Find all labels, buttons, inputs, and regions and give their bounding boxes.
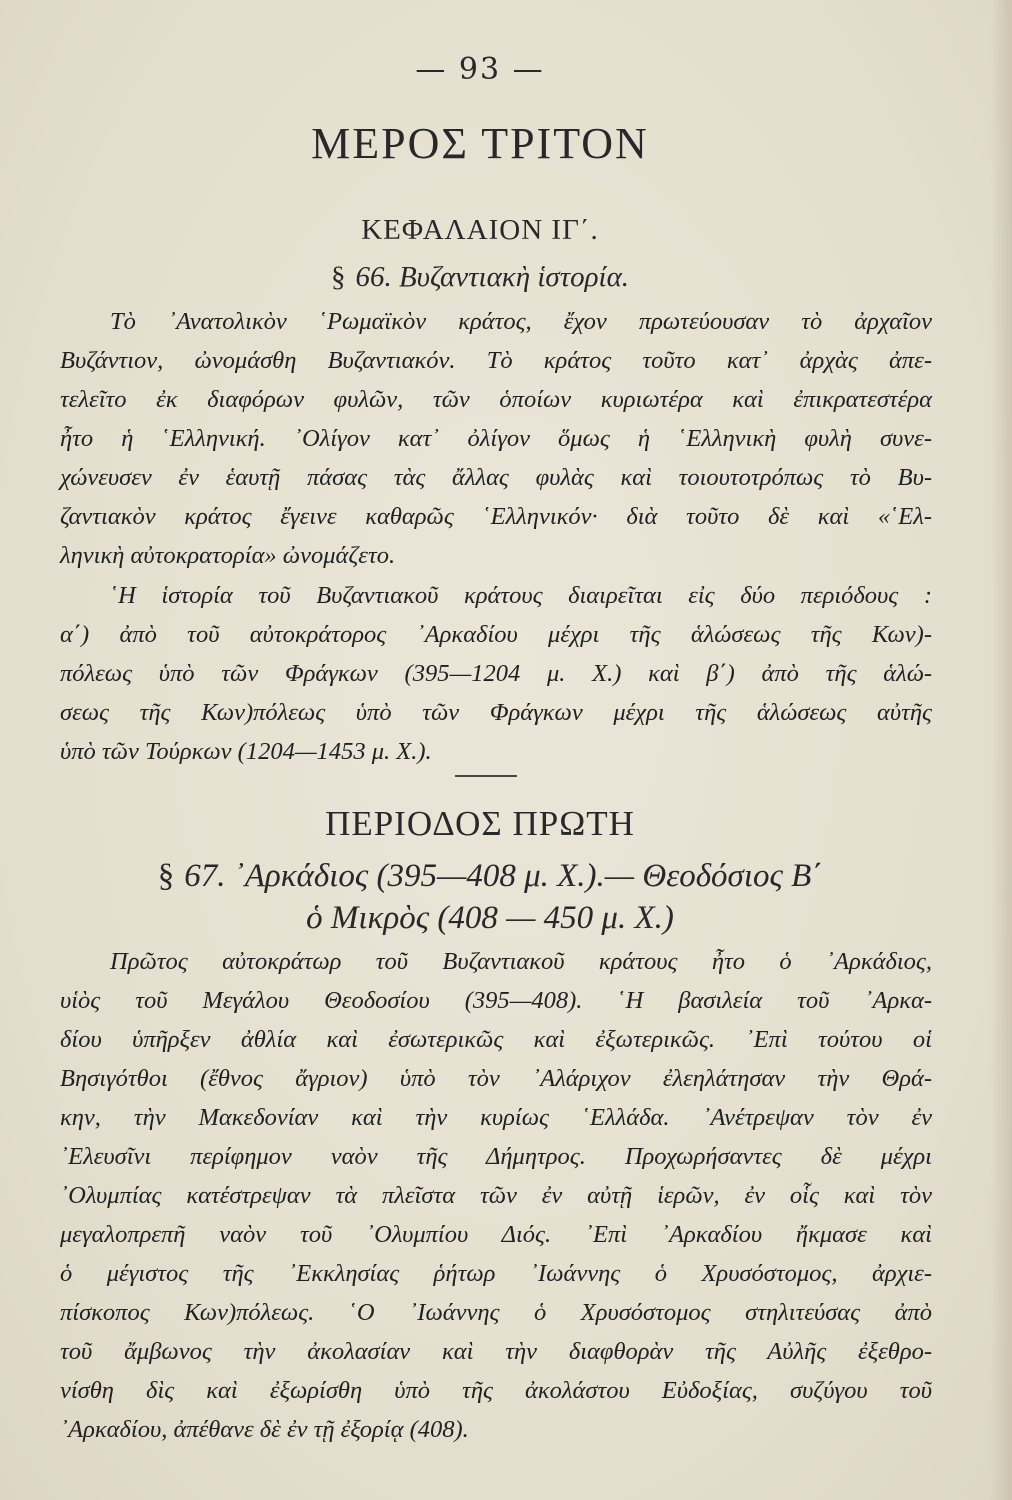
- paragraph-periods: [60, 576, 932, 771]
- text-line: κην, τὴν Μακεδονίαν καὶ τὴν κυρίως ῾Ελλάδα. ᾿Ανέτρεψαν τὸν ἐν: [60, 1104, 932, 1131]
- text-line: ὑπὸ τῶν Τούρκων (1204—1453 μ. Χ.).: [60, 738, 432, 765]
- text-line: τελεῖτο ἐκ διαφόρων φυλῶν, τῶν ὁποίων κυριωτέρα καὶ ἐπικρατεστέρα: [60, 386, 932, 413]
- text-line: υἱὸς τοῦ Μεγάλου Θεοδοσίου (395—408). ῾Η βασιλεία τοῦ ᾿Αρκα-: [60, 987, 932, 1014]
- section-66-heading: [0, 261, 960, 294]
- text-line: νίσθη δὶς καὶ ἐξωρίσθη ὑπὸ τῆς ἀκολάστου Εὐδοξίας, συζύγου τοῦ: [60, 1377, 932, 1404]
- text-line: ὁ μέγιστος τῆς ᾿Εκκλησίας ῥήτωρ ᾿Ιωάννης ὁ Χρυσόστομος, ἀρχιε-: [60, 1260, 932, 1287]
- text-line: μεγαλοπρεπῆ ναὸν τοῦ ᾿Ολυμπίου Διός. ᾿Επὶ ᾿Αρκαδίου ἤκμασε καὶ: [60, 1221, 932, 1248]
- text-line: α΄) ἀπὸ τοῦ αὐτοκράτορος ᾿Αρκαδίου μέχρι τῆς ἁλώσεως τῆς Κων)-: [60, 621, 932, 648]
- text-line: ζαντιακὸν κράτος ἔγεινε καθαρῶς ῾Ελληνικόν· διὰ τοῦτο δὲ καὶ «῾Ελ-: [60, 503, 932, 530]
- section-symbol: §: [157, 858, 175, 894]
- text-line: ᾿Ελευσῖνι περίφημον ναὸν τῆς Δήμητρος. Προχωρήσαντες δὲ μέχρι: [60, 1143, 932, 1170]
- text-line: Πρῶτος αὐτοκράτωρ τοῦ Βυζαντιακοῦ κράτους ἦτο ὁ ᾿Αρκάδιος,: [110, 948, 932, 975]
- section-67-title: 67. ᾿Αρκάδιος (395—408 μ. Χ.).— Θεοδόσιος Β΄: [184, 858, 823, 894]
- text-line: σεως τῆς Κων)πόλεως ὑπὸ τῶν Φράγκων μέχρι τῆς ἁλώσεως αὐτῆς: [60, 699, 932, 726]
- text-line: χώνευσεν ἐν ἑαυτῇ πάσας τὰς ἄλλας φυλὰς καὶ τοιουτοτρόπως τὸ Βυ-: [60, 464, 932, 491]
- text-line: ᾿Αρκαδίου, ἀπέθανε δὲ ἐν τῇ ἐξορίᾳ (408).: [60, 1416, 469, 1443]
- page-edge-shadow: [990, 0, 1012, 1500]
- text-line: τοῦ ἄμβωνος τὴν ἀκολασίαν καὶ τὴν διαφθορὰν τῆς Αὐλῆς ἐξεθρο-: [60, 1338, 932, 1365]
- period-title: ΠΕΡΙΟΔΟΣ ΠΡΩΤΗ: [325, 804, 635, 843]
- paragraph-arcadius: [60, 942, 932, 1449]
- section-divider: [455, 775, 517, 777]
- page-number: — 93 —: [415, 52, 545, 87]
- section-67-heading-line1: [0, 858, 960, 895]
- text-line: Βυζάντιον, ὠνομάσθη Βυζαντιακόν. Τὸ κράτος τοῦτο κατ᾿ ἀρχὰς ἀπε-: [60, 347, 932, 374]
- part-title: ΜΕΡΟΣ ΤΡΙΤΟΝ: [311, 119, 649, 168]
- paragraph-byzantine-state: [60, 302, 932, 575]
- text-line: Βησιγότθοι (ἔθνος ἄγριον) ὑπὸ τὸν ᾿Αλάριχον ἐλεηλάτησαν τὴν Θρά-: [60, 1065, 932, 1092]
- section-67-heading-line2: ὁ Μικρὸς (408 — 450 μ. Χ.): [306, 900, 674, 936]
- text-line: πίσκοπος Κων)πόλεως. ῾Ο ᾿Ιωάννης ὁ Χρυσόστομος στηλιτεύσας ἀπὸ: [60, 1299, 932, 1326]
- chapter-title: ΚΕΦΑΛΑΙΟΝ ΙΓ΄.: [361, 214, 599, 246]
- text-line: Τὸ ᾿Ανατολικὸν ῾Ρωμαϊκὸν κράτος, ἔχον πρωτεύουσαν τὸ ἀρχαῖον: [110, 308, 932, 335]
- text-line: ἦτο ἡ ῾Ελληνική. ᾿Ολίγον κατ᾿ ὀλίγον ὅμως ἡ ῾Ελληνικὴ φυλὴ συνε-: [60, 425, 932, 452]
- text-line: ληνικὴ αὐτοκρατορία» ὠνομάζετο.: [60, 542, 396, 569]
- section-symbol: §: [330, 261, 346, 293]
- text-line: ῾Η ἱστορία τοῦ Βυζαντιακοῦ κράτους διαιρεῖται εἰς δύο περιόδους :: [110, 582, 932, 609]
- section-66-title: 66. Βυζαντιακὴ ἱστορία.: [355, 261, 630, 293]
- text-line: πόλεως ὑπὸ τῶν Φράγκων (395—1204 μ. Χ.) καὶ β΄) ἀπὸ τῆς ἁλώ-: [60, 660, 932, 687]
- text-line: ᾿Ολυμπίας κατέστρεψαν τὰ πλεῖστα τῶν ἐν αὐτῇ ἱερῶν, ἐν οἷς καὶ τὸν: [60, 1182, 932, 1209]
- text-line: δίου ὑπῆρξεν ἀθλία καὶ ἐσωτερικῶς καὶ ἐξωτερικῶς. ᾿Επὶ τούτου οἱ: [60, 1026, 932, 1053]
